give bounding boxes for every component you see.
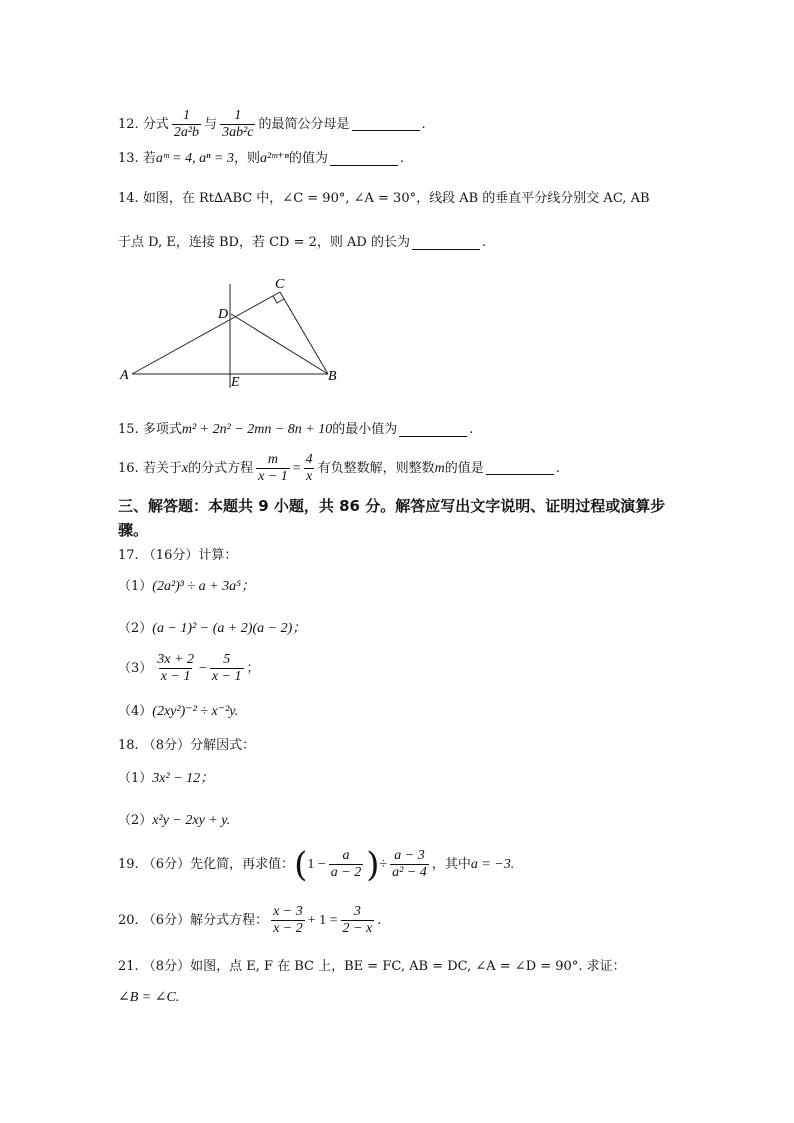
q17-p3-minus: −	[198, 660, 207, 676]
q17-p3-frac2-den: x − 1	[211, 669, 242, 684]
q13-text-b: ，则	[234, 151, 261, 166]
q12-number: 12.	[118, 116, 139, 132]
q17-p1-label: （1）	[118, 579, 153, 594]
q20-plus-equals: + 1 =	[307, 912, 338, 928]
q15-text-b: 的最小值为	[332, 422, 398, 437]
q19-frac1-den: a − 2	[330, 865, 362, 880]
q13-expr: aᵐ = 4, aⁿ = 3	[155, 151, 234, 166]
q19-divide: ÷	[379, 856, 388, 872]
right-angle-mark	[273, 296, 284, 303]
label-a: A	[120, 368, 129, 383]
q16-fraction-2	[304, 452, 315, 485]
q16-frac1-num: m	[267, 452, 278, 467]
q19-condition: a = −3.	[470, 856, 515, 872]
q19-frac2-num: a − 3	[394, 848, 425, 863]
q17-part1	[118, 578, 255, 596]
q17-part2	[118, 620, 306, 638]
q12-frac1-den: 2a²b	[173, 125, 200, 140]
question-18-title: 18. （8分）分解因式：	[118, 738, 256, 753]
segment-ac	[132, 292, 280, 374]
question-20	[118, 904, 381, 937]
q19-text: 19. （6分）先化简，再求值：	[118, 856, 295, 872]
q16-number: 16.	[118, 460, 139, 476]
q16-frac2-den: x	[306, 469, 313, 484]
q14-number: 14.	[118, 191, 139, 206]
q18-p2-expr: x²y − 2xy + y.	[152, 813, 231, 828]
q17-p3-end: ；	[246, 660, 260, 676]
label-c: C	[275, 277, 285, 292]
segment-cb	[280, 292, 328, 374]
q18-part2	[118, 812, 230, 830]
q14-end: .	[481, 235, 487, 250]
q15-text: 多项式	[142, 422, 182, 437]
q16-text-c: 有负整数解，则整数	[317, 460, 435, 476]
q12-frac2-den: 3ab²c	[222, 125, 254, 140]
q17-p3-fraction-1	[155, 652, 196, 685]
q12-mid: 与	[204, 116, 218, 132]
q17-p3-frac1-den: x − 1	[160, 669, 191, 684]
q20-fraction-2	[341, 904, 375, 937]
q12-text: 分式	[142, 116, 169, 132]
q17-p1-expr: (2a²)³ ÷ a + 3a⁵；	[152, 579, 255, 594]
q14-text-line1: 如图，在 Rt∆ABC 中，∠C = 90°, ∠A = 30°，线段 AB 的垂直平分线分别交 AC, AB	[142, 191, 650, 206]
q17-p3-label: （3）	[118, 660, 153, 676]
q16-frac1-den: x − 1	[258, 469, 288, 484]
q12-frac2-num: 1	[234, 108, 242, 123]
label-e: E	[231, 375, 240, 390]
question-21-line2	[118, 989, 179, 1007]
q20-frac1-den: x − 2	[273, 921, 303, 936]
question-19	[118, 844, 515, 885]
q16-frac2-num: 4	[305, 452, 313, 467]
q18-p1-label: （1）	[118, 771, 153, 786]
label-b: B	[328, 369, 337, 384]
q20-frac1-num: x − 3	[273, 904, 303, 919]
q17-p4-expr: (2xy²)⁻² ÷ x⁻²y.	[152, 704, 239, 719]
q16-var-x: x	[181, 460, 189, 476]
q14-text-line2: 于点 D, E，连接 BD，若 CD = 2，则 AD 的长为	[118, 235, 410, 250]
q12-fraction-2	[220, 108, 255, 141]
q20-end: .	[377, 912, 382, 928]
q17-p2-expr: (a − 1)² − (a + 2)(a − 2)；	[152, 621, 307, 636]
segment-db	[231, 314, 328, 374]
question-12	[118, 108, 426, 141]
question-14-line2	[118, 234, 486, 252]
q17-part4	[118, 703, 238, 721]
question-13	[118, 150, 404, 168]
q17-p3-frac1-num: 3x + 2	[157, 652, 194, 667]
q17-p3-fraction-2	[210, 652, 244, 685]
q13-text: 若	[142, 151, 156, 166]
q15-expr: m² + 2n² − 2mn − 8n + 10	[181, 422, 333, 437]
q20-fraction-1	[271, 904, 305, 937]
q16-fraction-1	[256, 452, 290, 485]
q19-frac1-num: a	[342, 848, 350, 863]
q19-fraction-2	[390, 848, 429, 881]
q16-text-d: 的值是	[444, 460, 484, 476]
q20-frac2-num: 3	[353, 904, 361, 919]
q15-end: .	[469, 422, 474, 437]
q16-var-m: m	[434, 460, 445, 476]
q13-power: a²ᵐ⁺ⁿ	[260, 151, 289, 166]
q12-end: .	[421, 116, 426, 132]
q17-part3	[118, 652, 260, 685]
question-15	[118, 421, 473, 439]
q19-left-paren: (	[294, 844, 308, 885]
q13-text-c: 的值为	[288, 151, 328, 166]
q19-one-minus: 1 −	[307, 856, 326, 872]
q19-frac2-den: a² − 4	[392, 865, 427, 880]
question-14-line1	[118, 190, 650, 208]
q18-p2-label: （2）	[118, 813, 153, 828]
q20-text: 20. （6分）解分式方程：	[118, 912, 269, 928]
q16-answer-blank[interactable]	[486, 462, 554, 475]
q18-p1-expr: 3x² − 12；	[152, 771, 215, 786]
q16-text: 若关于	[142, 460, 182, 476]
q15-answer-blank[interactable]	[399, 424, 467, 437]
q12-text-b: 的最简公分母是	[258, 116, 350, 132]
q12-answer-blank[interactable]	[352, 118, 420, 131]
q19-fraction-1	[329, 848, 363, 881]
question-16	[118, 452, 560, 485]
question-17-title: 17. （16分）计算：	[118, 548, 238, 563]
q19-right-paren: )	[366, 844, 380, 885]
q12-frac1-num: 1	[182, 108, 190, 123]
q16-equals: =	[292, 460, 301, 476]
q20-frac2-den: 2 − x	[342, 921, 373, 936]
q13-answer-blank[interactable]	[330, 153, 398, 166]
q17-p3-frac2-num: 5	[223, 652, 231, 667]
q17-p2-label: （2）	[118, 621, 153, 636]
q19-text-b: ，其中	[431, 856, 471, 872]
q21-to-prove: ∠B = ∠C.	[118, 990, 180, 1005]
label-d: D	[218, 307, 229, 322]
q17-p4-label: （4）	[118, 704, 153, 719]
q13-end: .	[399, 151, 405, 166]
q14-answer-blank[interactable]	[412, 237, 480, 250]
q13-number: 13.	[118, 151, 139, 166]
q16-end: .	[555, 460, 560, 476]
triangle-figure	[110, 268, 350, 398]
q18-part1	[118, 770, 214, 788]
q15-number: 15.	[118, 422, 139, 437]
question-21-line1: 21. （8分）如图，点 E, F 在 BC 上，BE = FC, AB = DC, ∠A = ∠D = 90°. 求证：	[118, 959, 626, 974]
section-3-heading: 三、解答题：本题共 9 小题，共 86 分。解答应写出文字说明、证明过程或演算步骤。	[118, 497, 666, 539]
q16-text-b: 的分式方程	[188, 460, 254, 476]
q12-fraction-1	[172, 108, 201, 141]
